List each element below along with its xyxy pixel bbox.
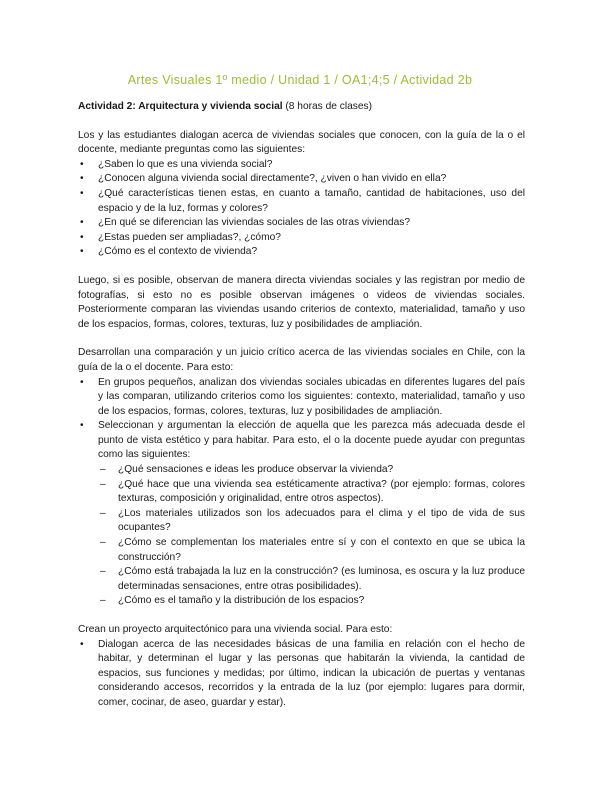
activity-title-duration: (8 horas de clases) xyxy=(282,101,373,112)
list-item: • Dialogan acerca de las necesidades básicas de una familia en relación con el hecho de habitar, y determinan el lugar y las personas que habitarán la vivienda, la cantidad de espacios, sus funciones y medidas; por último, indican la ubicación de puertas y ventanas considerando accesos, recorridos y la entrada de la luz (por ejemplo: lugares para dormir, comer, cocinar, de aseo, guardar y estar). xyxy=(78,638,525,711)
intro-questions-list xyxy=(78,158,525,260)
project-paragraph: Crean un proyecto arquitectónico para una vivienda social. Para esto: xyxy=(78,624,393,635)
intro-paragraph: Los y las estudiantes dialogan acerca de viviendas sociales que conocen, con la guía de la o el docente, mediante preguntas como las siguientes: xyxy=(78,129,525,156)
activity-title xyxy=(78,100,525,115)
list-item: • En grupos pequeños, analizan dos viviendas sociales ubicadas en diferentes lugares del país y las comparan, utilizando criterios como los siguientes: contexto, materialidad, tamaño y uso de los espacios, formas, colores, texturas, luz y posibilidades de ampliación. xyxy=(78,376,525,420)
list-item: • ¿Conocen alguna vivienda social directamente?, ¿viven o han vivido en ella? xyxy=(78,172,525,187)
activity-title-bold: Actividad 2: Arquitectura y vivienda social xyxy=(78,101,283,112)
comparison-steps-list xyxy=(78,376,525,464)
list-item: – ¿Qué sensaciones e ideas les produce observar la vivienda? xyxy=(98,463,525,478)
project-steps-list xyxy=(78,638,525,711)
list-item: • ¿Cómo es el contexto de vivienda? xyxy=(78,245,525,260)
list-item: • ¿Qué características tienen estas, en cuanto a tamaño, cantidad de habitaciones, uso del espacio y de la luz, formas y colores? xyxy=(78,187,525,216)
observation-paragraph: Luego, si es posible, observan de manera directa viviendas sociales y las registran por medio de fotografías, si esto no es posible observan imágenes o videos de viviendas sociales. Posteriormente comparan las viviendas usando criterios de contexto, materialidad, tamaño y uso de los espacios, formas, colores, texturas, luz y posibilidades de ampliación. xyxy=(78,274,525,330)
document-body xyxy=(78,100,525,711)
list-item: • Seleccionan y argumentan la elección de aquella que les parezca más adecuada desde el punto de vista estético y para habitar. Para esto, el o la docente puede ayudar con preguntas como las siguientes: xyxy=(78,419,525,463)
page-header: Artes Visuales 1º medio / Unidad 1 / OA1;4;5 / Actividad 2b xyxy=(127,73,473,87)
list-item: – ¿Qué hace que una vivienda sea estéticamente atractiva? (por ejemplo: formas, colores texturas, composición y originalidad, entre otros aspectos). xyxy=(98,478,525,507)
guide-questions-list xyxy=(98,463,525,609)
list-item: • ¿En qué se diferencian las viviendas sociales de las otras viviendas? xyxy=(78,216,525,231)
list-item: – ¿Cómo está trabajada la luz en la construcción? (es luminosa, es oscura y la luz produce determinadas sensaciones, entre otras posibilidades). xyxy=(98,565,525,594)
list-item: • ¿Estas pueden ser ampliadas?, ¿cómo? xyxy=(78,231,525,246)
list-item: – ¿Los materiales utilizados son los adecuados para el clima y el tipo de vida de sus ocupantes? xyxy=(98,507,525,536)
list-item: – ¿Cómo es el tamaño y la distribución de los espacios? xyxy=(98,594,525,609)
list-item: – ¿Cómo se complementan los materiales entre sí y con el contexto en que se ubica la construcción? xyxy=(98,536,525,565)
list-item: • ¿Saben lo que es una vivienda social? xyxy=(78,158,525,173)
comparison-paragraph: Desarrollan una comparación y un juicio crítico acerca de las viviendas sociales en Chile, con la guía de la o el docente. Para esto: xyxy=(78,347,525,373)
